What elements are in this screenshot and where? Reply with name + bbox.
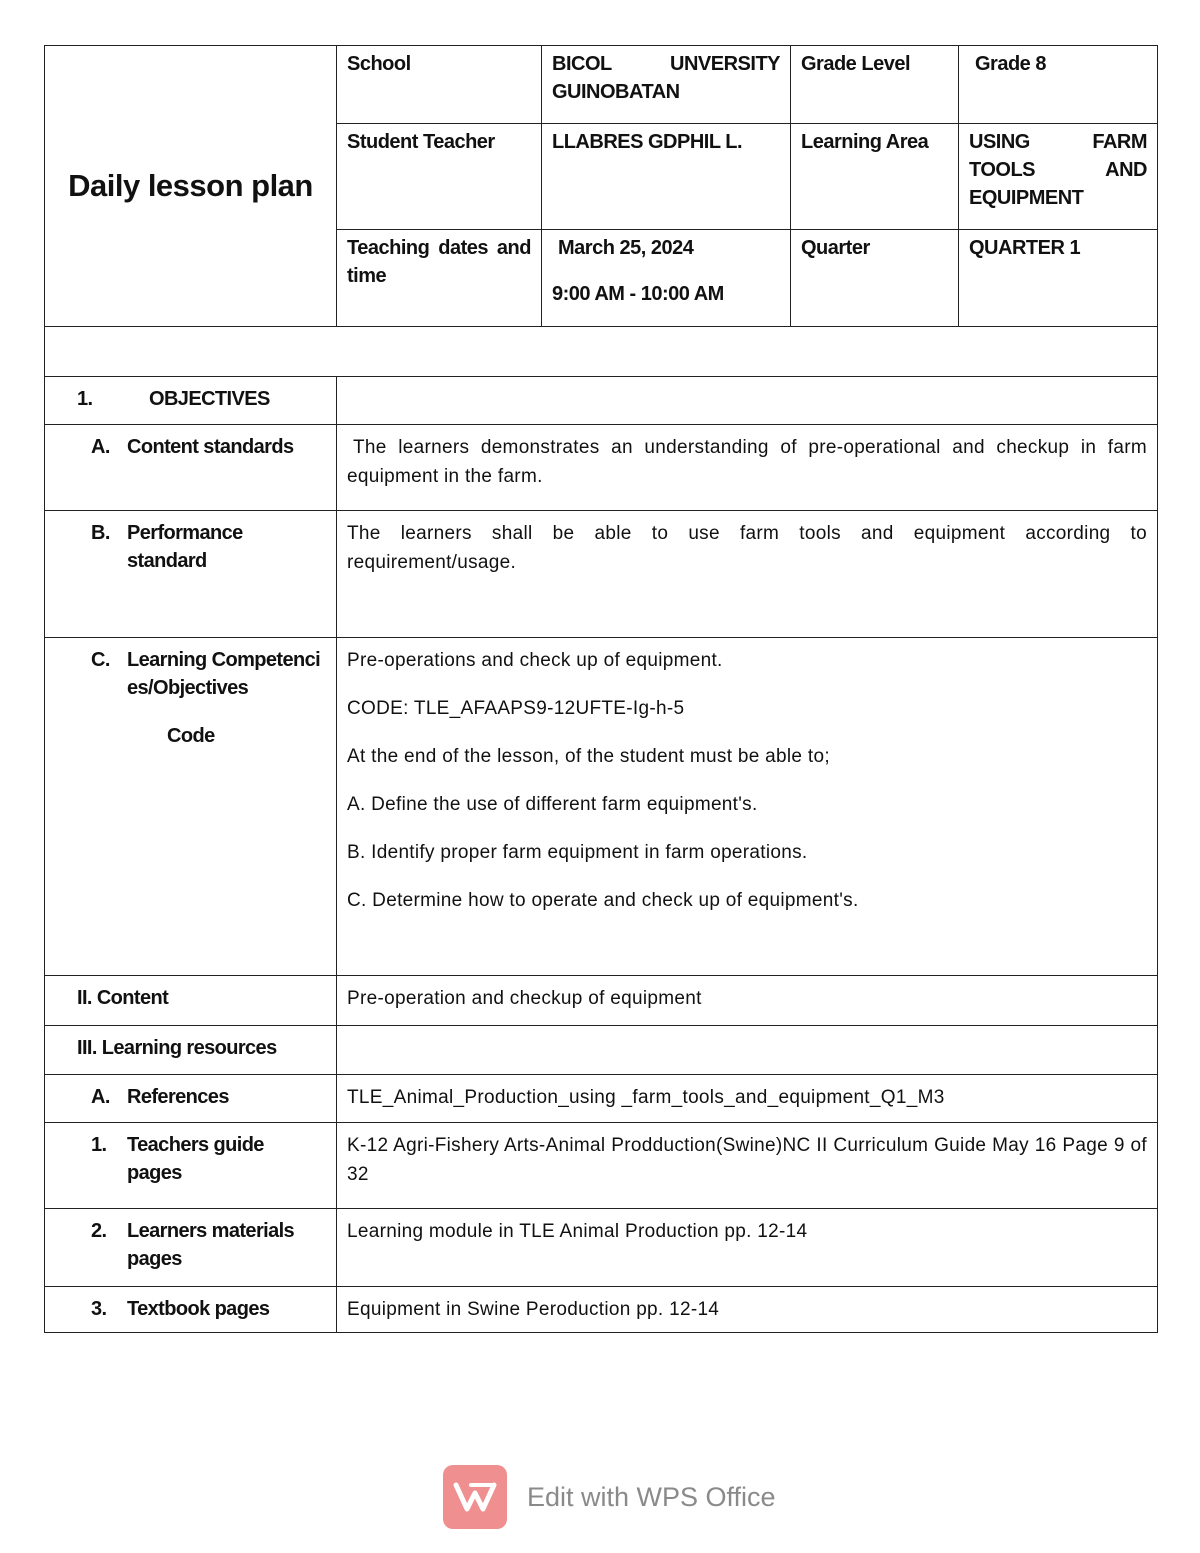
content-standards-num: A. <box>91 436 110 458</box>
performance-value: The learners shall be able to use farm tools and equipment according to requirement/usage. <box>347 523 1147 573</box>
quarter-value: QUARTER 1 <box>969 237 1081 259</box>
objectives-row <box>45 377 1158 425</box>
teachers-guide-num: 1. <box>91 1134 107 1156</box>
content-standards-row <box>45 425 1158 511</box>
textbook-row <box>45 1287 1158 1333</box>
performance-row <box>45 511 1158 638</box>
area-value: USING FARM TOOLS AND EQUIPMENT <box>969 131 1147 209</box>
learners-materials-row <box>45 1209 1158 1287</box>
objectives-label: OBJECTIVES <box>149 388 270 410</box>
competencies-label: Learning Competencies/Objectives <box>127 649 321 699</box>
content-value: Pre-operation and checkup of equipment <box>347 988 702 1009</box>
competency-line: B. Identify proper farm equipment in farm operations. <box>347 842 808 863</box>
content-label: II. Content <box>77 987 169 1009</box>
competency-line: A. Define the use of different farm equipment's. <box>347 794 758 815</box>
textbook-value: Equipment in Swine Peroduction pp. 12-14 <box>347 1299 720 1320</box>
references-row <box>45 1075 1158 1123</box>
competency-line: At the end of the lesson, of the student must be able to; <box>347 746 830 767</box>
page-title: Daily lesson plan <box>68 168 313 203</box>
content-standards-label: Content standards <box>127 436 294 458</box>
competency-line: CODE: TLE_AFAAPS9-12UFTE-Ig-h-5 <box>347 698 685 719</box>
school-value: BICOL UNVERSITY GUINOBATAN <box>552 53 780 103</box>
dates-label: Teaching dates and time <box>347 237 531 287</box>
lesson-table <box>44 326 1158 1333</box>
competencies-num: C. <box>91 649 110 671</box>
references-num: A. <box>91 1086 110 1108</box>
title-cell <box>45 46 337 327</box>
performance-num: B. <box>91 522 110 544</box>
learners-materials-value: Learning module in TLE Animal Production pp. 12-14 <box>347 1221 808 1242</box>
teachers-guide-label: Teachers guide pages <box>127 1134 264 1184</box>
date-value: March 25, 2024 <box>558 237 694 259</box>
competencies-row <box>45 638 1158 976</box>
wps-watermark[interactable] <box>443 1465 776 1529</box>
references-label: References <box>127 1086 229 1108</box>
resources-row <box>45 1026 1158 1075</box>
references-value: TLE_Animal_Production_using _farm_tools_and_equipment_Q1_M3 <box>347 1087 945 1108</box>
resources-label: III. Learning resources <box>77 1037 277 1059</box>
wps-edit-text: Edit with WPS Office <box>527 1481 776 1512</box>
time-value: 9:00 AM - 10:00 AM <box>552 283 724 305</box>
header-table <box>44 45 1158 327</box>
content-standards-value: The learners demonstrates an understanding of pre-operational and checkup in farm equipment in the farm. <box>347 437 1147 487</box>
learners-materials-label: Learners materials pages <box>127 1220 295 1270</box>
teachers-guide-value: K-12 Agri-Fishery Arts-Animal Prodduction(Swine)NC II Curriculum Guide May 16 Page 9 of 32 <box>347 1135 1147 1185</box>
competency-line: Pre-operations and check up of equipment. <box>347 650 723 671</box>
competency-line: C. Determine how to operate and check up of equipment's. <box>347 890 859 911</box>
area-label: Learning Area <box>801 131 929 153</box>
teachers-guide-row <box>45 1123 1158 1209</box>
textbook-label: Textbook pages <box>127 1298 270 1320</box>
objectives-num: 1. <box>77 388 93 410</box>
wps-logo-icon <box>443 1465 507 1529</box>
performance-label: Performance standard <box>127 522 243 572</box>
teacher-label: Student Teacher <box>347 131 495 153</box>
learners-materials-num: 2. <box>91 1220 107 1242</box>
code-label: Code <box>167 725 215 747</box>
quarter-label: Quarter <box>801 237 870 259</box>
teacher-value: LLABRES GDPHIL L. <box>552 131 743 153</box>
grade-label: Grade Level <box>801 53 911 75</box>
spacer-row <box>45 327 1158 377</box>
content-row <box>45 976 1158 1026</box>
school-label: School <box>347 53 411 75</box>
textbook-num: 3. <box>91 1298 107 1320</box>
grade-value: Grade 8 <box>975 53 1046 75</box>
